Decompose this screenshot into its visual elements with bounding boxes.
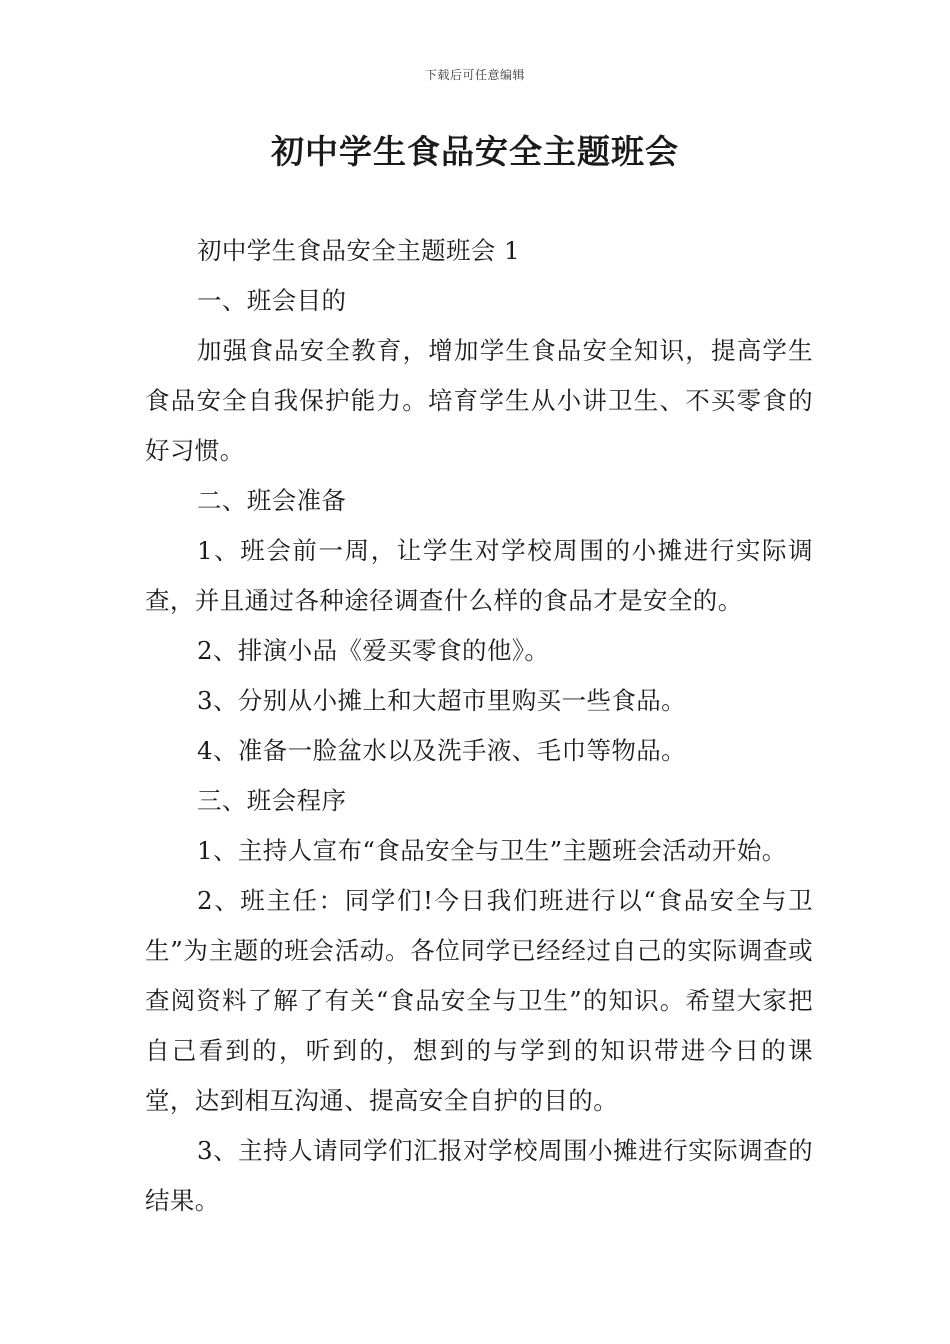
paragraph-procedure-1: 1、主持人宣布“食品安全与卫生”主题班会活动开始。: [197, 836, 787, 865]
paragraph-procedure-3: 3、主持人请同学们汇报对学校周围小摊进行实际调查的结果。: [145, 1136, 813, 1215]
document-body: [145, 226, 813, 1226]
paragraph-prep-2: 2、排演小品《爱买零食的他》。: [197, 636, 550, 665]
section-heading-purpose: 一、班会目的: [197, 286, 347, 315]
section-heading-procedure: 三、班会程序: [197, 786, 347, 815]
paragraph-prep-3: 3、分别从小摊上和大超市里购买一些食品。: [197, 686, 687, 715]
document-title: 初中学生食品安全主题班会: [271, 132, 679, 171]
paragraph-procedure-2: 2、班主任：同学们!今日我们班进行以“食品安全与卫生”为主题的班会活动。各位同学已经经过自己的实际调查或查阅资料了解了有关“食品安全与卫生”的知识。希望大家把自己看到的，听到的，想到的与学到的知识带进今日的课堂，达到相互沟通、提高安全自护的目的。: [145, 886, 813, 1115]
header-note: 下载后可任意编辑: [424, 68, 525, 82]
paragraph-purpose: 加强食品安全教育，增加学生食品安全知识，提高学生食品安全自我保护能力。培育学生从小讲卫生、不买零食的好习惯。: [145, 336, 813, 465]
section-heading-preparation: 二、班会准备: [197, 486, 347, 515]
subtitle-paragraph: 初中学生食品安全主题班会 1: [197, 236, 520, 265]
paragraph-prep-4: 4、准备一脸盆水以及洗手液、毛巾等物品。: [197, 736, 687, 765]
paragraph-prep-1: 1、班会前一周，让学生对学校周围的小摊进行实际调查，并且通过各种途径调查什么样的食品才是安全的。: [145, 536, 813, 615]
